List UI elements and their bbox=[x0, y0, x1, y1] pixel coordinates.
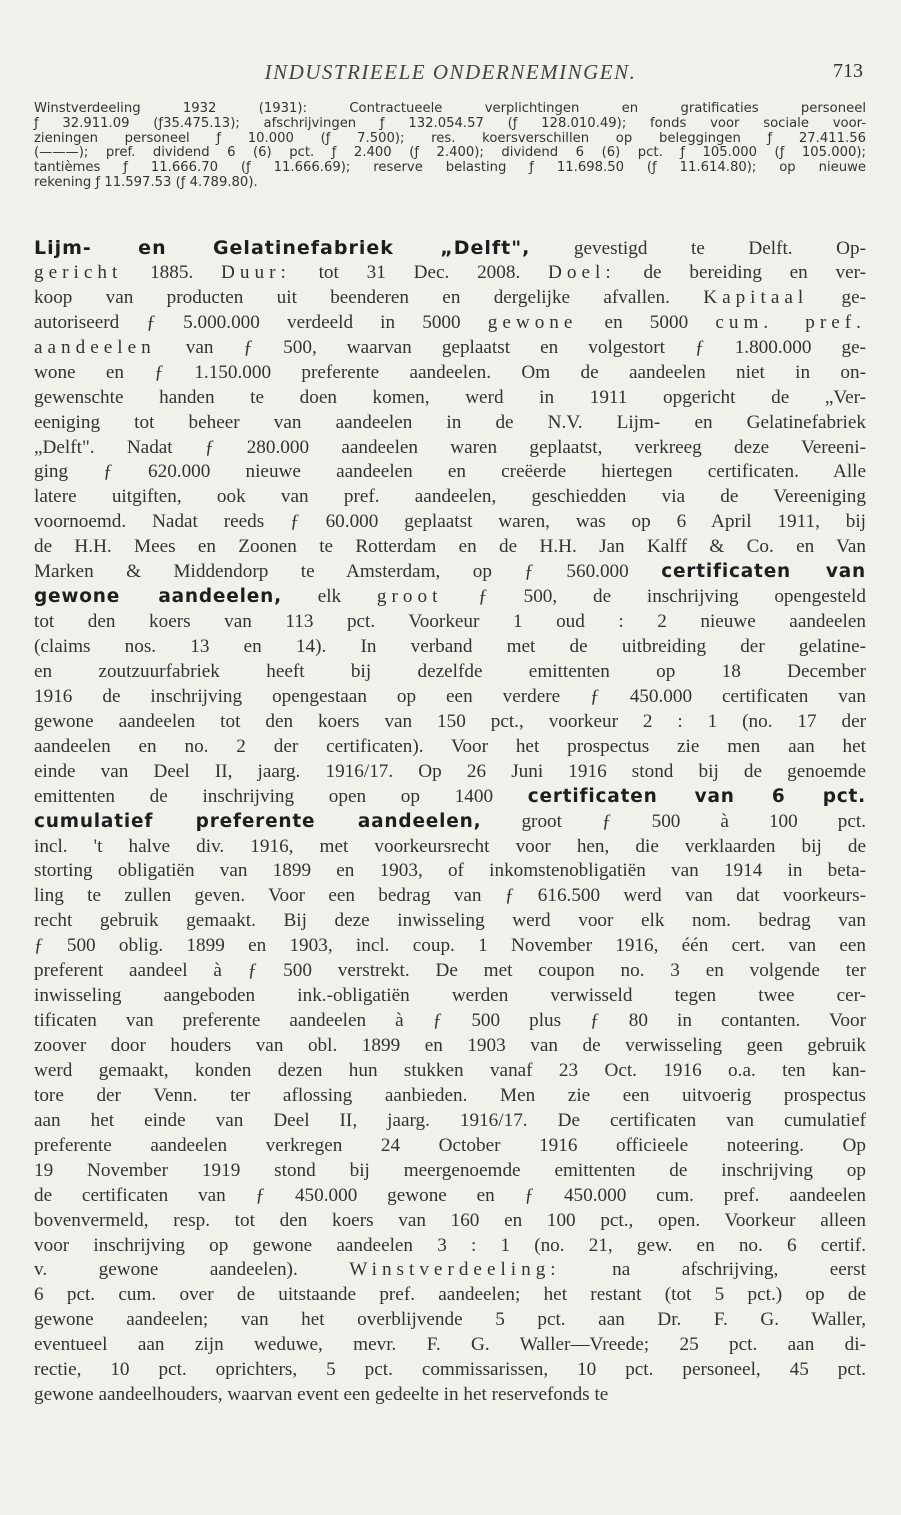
bold-term: certificaten van 6 pct. bbox=[527, 785, 866, 807]
text-line: 1916 de inschrijving opengestaan op een verdere ƒ 450.000 certificaten van bbox=[34, 685, 866, 707]
text-line bbox=[34, 585, 866, 610]
text-run: van ƒ 500, waarvan geplaatst en volgestort ƒ 1.800.000 ge- bbox=[155, 336, 866, 358]
text-line: „Delft". Nadat ƒ 280.000 aandeelen waren geplaatst, verkreeg deze Vereeni- bbox=[34, 436, 866, 458]
text-run: 1885. bbox=[122, 261, 222, 283]
text-line: ƒ 32.911.09 (ƒ35.475.13); afschrijvingen ƒ 132.054.57 (ƒ 128.010.49); fonds voor sociale voor- bbox=[34, 115, 866, 131]
text-run: emittenten de inschrijving open op 1400 bbox=[34, 785, 528, 807]
text-line: Winstverdeeling 1932 (1931): Contractueele verplichtingen en gratificaties personeel bbox=[34, 101, 866, 116]
text-line: bovenvermeld, resp. tot den koers van 160 en 100 pct., open. Voorkeur alleen bbox=[34, 1209, 866, 1231]
text-run: v. gewone aandeelen). bbox=[34, 1259, 350, 1281]
text-run: koop van producten uit beenderen en dergelijke afvallen. bbox=[34, 286, 704, 308]
text-line bbox=[34, 286, 866, 311]
text-line: ƒ 500 oblig. 1899 en 1903, incl. coup. 1 November 1916, één cert. van een bbox=[34, 935, 866, 957]
spaced-term: Kapitaal bbox=[703, 286, 809, 308]
text-line: ging ƒ 620.000 nieuwe aandeelen en creëerde hiertegen certificaten. Alle bbox=[34, 461, 866, 483]
company-name-heading: Lijm- en Gelatinefabriek „Delft", bbox=[34, 237, 531, 259]
text-line bbox=[34, 810, 866, 835]
text-run: autoriseerd ƒ 5.000.000 verdeeld in 5000 bbox=[34, 311, 488, 333]
spaced-term: gewone bbox=[487, 311, 578, 333]
text-line: preferente aandeelen verkregen 24 October 1916 officieele noteering. Op bbox=[34, 1134, 866, 1156]
text-line: inwisseling aangeboden ink.-obligatiën werden verwisseld tegen twee cer- bbox=[34, 985, 866, 1007]
spaced-term: Doel: bbox=[548, 261, 616, 283]
text-run: en 5000 bbox=[577, 311, 716, 333]
running-title: INDUSTRIEELE ONDERNEMINGEN. bbox=[264, 60, 637, 84]
text-line: einde van Deel II, jaarg. 1916/17. Op 26 Juni 1916 stond bij de genoemde bbox=[34, 760, 866, 782]
bold-term: certificaten van bbox=[661, 561, 866, 583]
text-line: aandeelen en no. 2 der certificaten). Voor het prospectus zie men aan het bbox=[34, 735, 866, 757]
text-run: na afschrijving, eerst bbox=[560, 1259, 866, 1281]
text-line bbox=[34, 1258, 866, 1283]
text-line: werd gemaakt, konden dezen hun stukken vanaf 23 Oct. 1916 o.a. ten kan- bbox=[34, 1059, 866, 1081]
text-line: (———); pref. dividend 6 (6) pct. ƒ 2.400 (ƒ 2.400); dividend 6 (6) pct. ƒ 105.000 (ƒ 105.000); bbox=[34, 145, 866, 161]
page-number: 713 bbox=[833, 60, 863, 82]
text-run: ge- bbox=[808, 286, 866, 308]
spaced-term: Duur: bbox=[221, 261, 291, 283]
spaced-term: gericht bbox=[34, 261, 123, 283]
text-line: en zoutzuurfabriek heeft bij dezelfde emittenten op 18 December bbox=[34, 660, 866, 682]
text-line: gewone aandeelhouders, waarvan event een gedeelte in het reservefonds te bbox=[34, 1384, 609, 1406]
text-line: de certificaten van ƒ 450.000 gewone en ƒ 450.000 cum. pref. aandeelen bbox=[34, 1184, 866, 1206]
text-line: de H.H. Mees en Zoonen te Rotterdam en de H.H. Jan Kalff & Co. en Van bbox=[34, 536, 866, 558]
company-entry bbox=[34, 236, 866, 1408]
text-line: ling te zullen geven. Voor een bedrag van ƒ 616.500 werd van dat voorkeurs- bbox=[34, 885, 866, 907]
text-line bbox=[34, 336, 866, 361]
text-line: gewone aandeelen; van het overblijvende 5 pct. aan Dr. F. G. Waller, bbox=[34, 1309, 866, 1331]
bold-term: cumulatief preferente aandeelen, bbox=[34, 810, 482, 832]
spaced-term: Winstverdeeling: bbox=[349, 1259, 561, 1281]
text-line: latere uitgiften, ook van pref. aandeelen, geschiedden via de Vereeniging bbox=[34, 486, 866, 508]
spaced-term: aandeelen bbox=[34, 336, 156, 358]
text-line bbox=[34, 560, 866, 585]
text-line: wone en ƒ 1.150.000 preferente aandeelen. Om de aandeelen niet in on- bbox=[34, 361, 866, 383]
text-line: tot den koers van 113 pct. Voorkeur 1 oud : 2 nieuwe aandeelen bbox=[34, 611, 866, 633]
text-line: rekening ƒ 11.597.53 (ƒ 4.789.80). bbox=[34, 174, 258, 190]
text-run: elk bbox=[281, 586, 377, 608]
text-line: recht gebruik gemaakt. Bij deze inwisseling werd voor elk nom. bedrag van bbox=[34, 910, 866, 932]
text-run: ƒ 500, de inschrijving opengesteld bbox=[442, 586, 866, 608]
spaced-term: cum. pref. bbox=[715, 311, 866, 333]
text-line: eeniging tot beheer van aandeelen in de N.V. Lijm- en Gelatinefabriek bbox=[34, 411, 866, 433]
text-line bbox=[34, 261, 866, 286]
text-line: zieningen personeel ƒ 10.000 (ƒ 7.500); res. koersverschillen op beleggingen ƒ 27.411.56 bbox=[34, 130, 866, 146]
text-run: gevestigd te Delft. Op- bbox=[530, 238, 866, 259]
text-line: 6 pct. cum. over de uitstaande pref. aandeelen; het restant (tot 5 pct.) op de bbox=[34, 1284, 866, 1306]
text-run: de bereiding en ver- bbox=[615, 261, 866, 283]
text-line bbox=[34, 785, 866, 810]
text-line: incl. 't halve div. 1916, met voorkeursrecht voor hen, die verklaarden bij de bbox=[34, 835, 866, 857]
text-line: storting obligatiën van 1899 en 1903, of inkomstenobligatiën van 1914 in beta- bbox=[34, 860, 866, 882]
page-header bbox=[34, 60, 867, 86]
text-line: gewenschte handen te doen komen, werd in 1911 opgericht de „Ver- bbox=[34, 386, 866, 408]
text-line: (claims nos. 13 en 14). In verband met de uitbreiding der gelatine- bbox=[34, 636, 866, 657]
text-run: tot 31 Dec. 2008. bbox=[290, 261, 549, 283]
text-line: zoover door houders van obl. 1899 en 1903 van de verwisseling geen gebruik bbox=[34, 1035, 866, 1056]
text-line: aan het einde van Deel II, jaarg. 1916/17. De certificaten van cumulatief bbox=[34, 1109, 866, 1131]
text-line bbox=[34, 311, 866, 336]
text-run: groot ƒ 500 à 100 pct. bbox=[481, 810, 866, 832]
text-run: Marken & Middendorp te Amsterdam, op ƒ 560.000 bbox=[34, 561, 662, 583]
text-line: voor inschrijving op gewone aandeelen 3 : 1 (no. 21, gew. en no. 6 certif. bbox=[34, 1234, 866, 1256]
text-line: 19 November 1919 stond bij meergenoemde emittenten de inschrijving op bbox=[34, 1159, 866, 1181]
text-line: rectie, 10 pct. oprichters, 5 pct. commissarissen, 10 pct. personeel, 45 pct. bbox=[34, 1359, 866, 1381]
text-line: tore der Venn. ter aflossing aanbieden. Men zie een uitvoerig prospectus bbox=[34, 1084, 866, 1106]
text-line bbox=[34, 236, 866, 261]
text-line: preferent aandeel à ƒ 500 verstrekt. De met coupon no. 3 en volgende ter bbox=[34, 960, 866, 982]
text-line: tantièmes ƒ 11.666.70 (ƒ 11.666.69); reserve belasting ƒ 11.698.50 (ƒ 11.614.80); op nieuwe bbox=[34, 160, 866, 176]
bold-term: gewone aandeelen, bbox=[34, 586, 282, 608]
text-line: tificaten van preferente aandeelen à ƒ 500 plus ƒ 80 in contanten. Voor bbox=[34, 1010, 866, 1032]
previous-entry-profit-distribution bbox=[34, 102, 866, 191]
spaced-term: groot bbox=[376, 586, 443, 608]
text-line: voornoemd. Nadat reeds ƒ 60.000 geplaatst waren, was op 6 April 1911, bij bbox=[34, 511, 866, 533]
text-line: eventueel aan zijn weduwe, mevr. F. G. Waller—Vreede; 25 pct. aan di- bbox=[34, 1334, 866, 1356]
text-line: gewone aandeelen tot den koers van 150 pct., voorkeur 2 : 1 (no. 17 der bbox=[34, 710, 866, 732]
